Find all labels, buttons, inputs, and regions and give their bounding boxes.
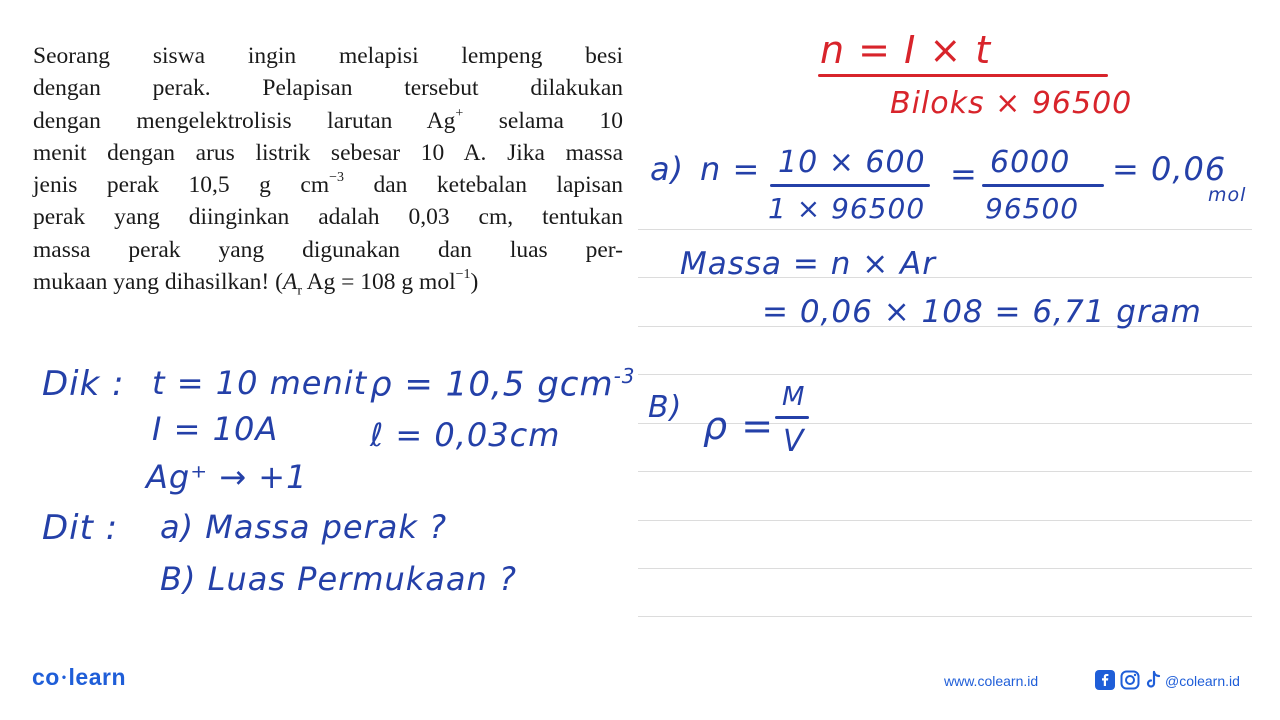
part-b-numerator: M [782, 382, 806, 412]
part-a-label: a) [650, 150, 685, 188]
problem-line-2: dengan perak. Pelapisan tersebut dilakukan [33, 75, 623, 102]
problem-line-7: massa perak yang digunakan dan luas per- [33, 236, 623, 263]
part-a-bar-1 [770, 184, 930, 187]
social-handle[interactable]: @colearn.id [1165, 673, 1240, 689]
part-a-bar-2 [982, 184, 1104, 187]
part-a-numerator-1: 10 × 600 [778, 145, 926, 180]
dit-label: Dit : [42, 508, 119, 548]
problem-statement [33, 40, 623, 298]
dit-question-a: a) Massa perak ? [160, 508, 448, 546]
problem-line-5: jenis perak 10,5 g $cm^{-3}$ dan ketebalan lapisan [33, 170, 623, 199]
part-a-denominator-2: 96500 [985, 192, 1080, 225]
dik-density: ρ = 10,5 gcm$^{-3}$ [370, 364, 636, 405]
ruled-line [638, 374, 1252, 375]
dit-question-b: B) Luas Permukaan ? [160, 560, 517, 598]
ruled-line [638, 229, 1252, 230]
ruled-line [638, 520, 1252, 521]
formula-fraction-bar [818, 74, 1108, 77]
ruled-line [638, 616, 1252, 617]
problem-line-4: menit dengan arus listrik sebesar 10 A. Jika massa [33, 139, 623, 166]
part-a-numerator-2: 6000 [990, 145, 1071, 180]
website-link[interactable]: www.colearn.id [944, 673, 1039, 689]
part-a-unit: mol [1208, 184, 1247, 206]
part-a-n: n = [700, 150, 761, 188]
problem-line-6: perak yang diinginkan adalah 0,03 cm, tentukan [33, 204, 623, 231]
dik-label: Dik : [42, 364, 125, 404]
dik-time: t = 10 menit [152, 364, 368, 402]
part-a-result: = 0,06 [1112, 150, 1227, 188]
part-a-equals: = [950, 155, 978, 193]
massa-calculation: = 0,06 × 108 = 6,71 gram [762, 294, 1202, 330]
part-b-bar [775, 416, 809, 419]
dik-current: I = 10A [152, 410, 279, 448]
instagram-icon[interactable] [1120, 670, 1140, 695]
part-b-rho: ρ = [703, 404, 775, 448]
dik-ag-charge: Ag⁺ → +1 [146, 458, 308, 496]
part-a-denominator-1: 1 × 96500 [768, 192, 926, 225]
massa-formula: Massa = n × Ar [680, 246, 937, 282]
part-b-label: B) [648, 390, 683, 425]
problem-line-8: mukaan yang dihasilkan! ($A_r$ Ag = 108 g mol$^{-1}$) [33, 267, 479, 299]
dik-thickness: ℓ = 0,03cm [370, 416, 561, 454]
formula-denominator: Biloks × 96500 [890, 86, 1133, 121]
ruled-line [638, 568, 1252, 569]
part-b-denominator: V [783, 424, 805, 459]
facebook-icon[interactable] [1095, 670, 1115, 695]
ruled-line [638, 471, 1252, 472]
problem-line-3: dengan mengelektrolisis larutan Ag+ selama 10 [33, 105, 623, 134]
colearn-logo[interactable]: co •learn [32, 664, 127, 690]
problem-line-1: Seorang siswa ingin melapisi lempeng besi [33, 43, 623, 69]
formula-numerator: n = I × t [820, 28, 992, 72]
tiktok-icon[interactable] [1145, 670, 1163, 695]
